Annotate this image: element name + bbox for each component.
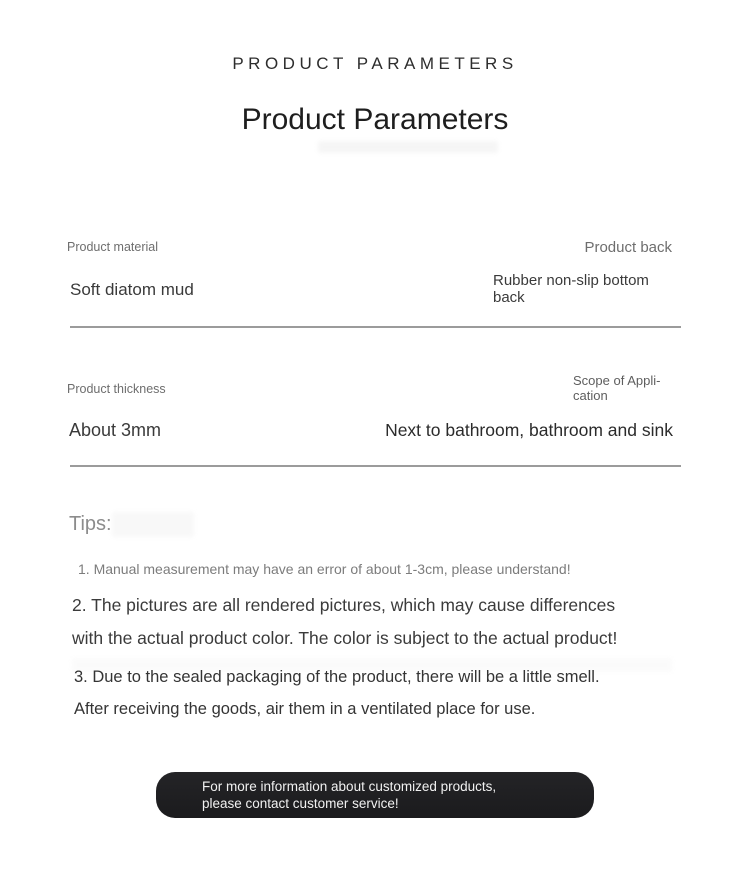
erased-text-artifact	[318, 141, 498, 153]
spec-value-product-back: Rubber non-slip bottom	[493, 272, 649, 289]
spec-label-scope-of-application-line2: cation	[573, 388, 608, 403]
tip-item-3: 3. Due to the sealed packaging of the product, there will be a little smell.	[74, 668, 600, 686]
tip-item-2: 2. The pictures are all rendered pictures, which may cause differences	[72, 595, 616, 615]
spec-label-product-material: Product material	[67, 240, 159, 254]
spec-value-product-material: Soft diatom mud	[70, 280, 194, 299]
tip-item-3-line2: After receiving the goods, air them in a ventilated place for use.	[74, 700, 536, 718]
spec-value-product-thickness: About 3mm	[69, 420, 162, 440]
divider-line	[70, 465, 681, 467]
banner-text-line2: please contact customer service!	[202, 795, 399, 811]
tip-item-2-line2: with the actual product color. The color is subject to the actual product!	[72, 628, 618, 648]
spec-label-product-back: Product back	[584, 239, 672, 256]
spec-label-product-thickness: Product thickness	[67, 382, 166, 396]
divider-line	[70, 326, 681, 328]
section-kicker: PRODUCT PARAMETERS	[232, 54, 518, 73]
tip-item-1: 1. Manual measurement may have an error of about 1-3cm, please understand!	[78, 561, 571, 577]
banner-text-line1: For more information about customized products,	[202, 779, 497, 794]
spec-label-scope-of-application: Scope of Appli-	[573, 373, 661, 388]
contact-customer-service-banner[interactable]	[156, 772, 594, 818]
erased-text-artifact	[112, 512, 194, 537]
spec-value-scope-of-application: Next to bathroom, bathroom and sink	[385, 420, 673, 440]
page-title: Product Parameters	[241, 103, 509, 136]
tips-heading: Tips:	[69, 513, 112, 535]
spec-value-product-back-line2: back	[493, 289, 525, 306]
